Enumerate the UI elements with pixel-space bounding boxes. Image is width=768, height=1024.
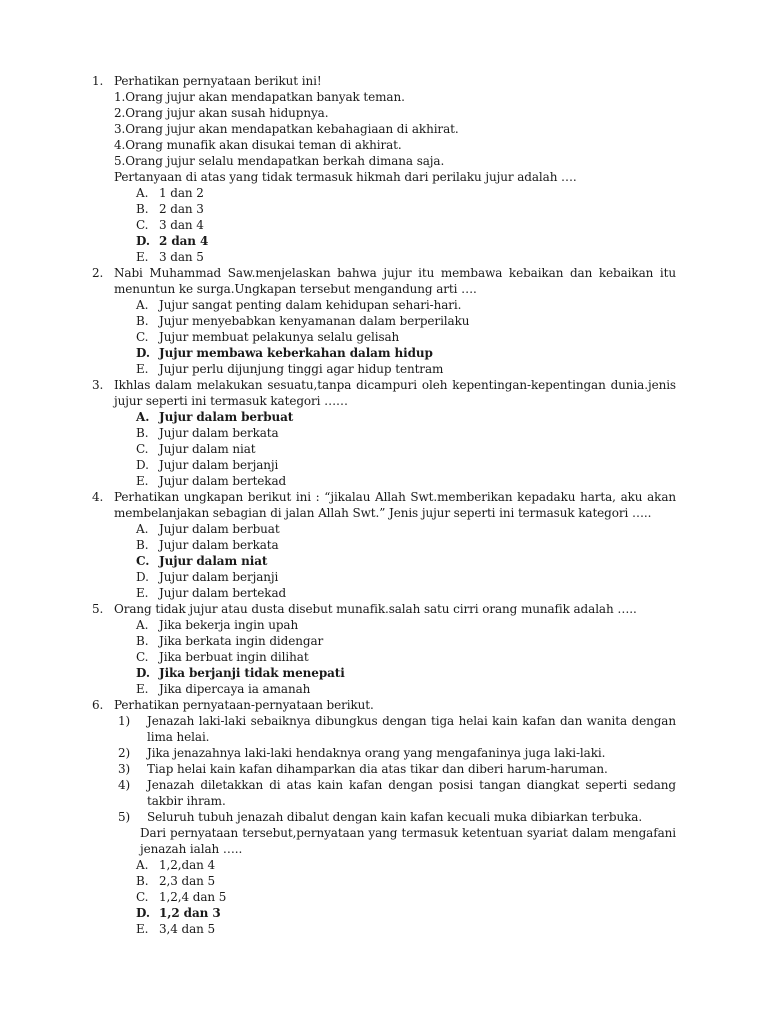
option-letter: C.: [136, 890, 149, 904]
option-text: 2,3 dan 5: [159, 874, 216, 888]
answer-option-a: [136, 617, 676, 633]
answer-option-d: [136, 457, 676, 473]
question-number: 1.: [92, 74, 104, 88]
statement-item: [114, 777, 676, 809]
option-letter: B.: [136, 874, 149, 888]
question-follow-up: Pertanyaan di atas yang tidak termasuk hikmah dari perilaku jujur adalah ….: [114, 170, 577, 184]
statement-item: [114, 809, 676, 825]
option-letter: B.: [136, 634, 149, 648]
question-number: 2.: [92, 266, 104, 280]
answer-options: [114, 297, 676, 377]
question-prompt: Ikhlas dalam melakukan sesuatu,tanpa dicampuri oleh kepentingan-kepentingan dunia.jenis jujur seperti ini termasuk kategori ……: [114, 378, 676, 408]
answer-options: [114, 185, 676, 265]
answer-option-b: [136, 633, 676, 649]
option-letter: E.: [136, 682, 149, 696]
option-text: Jujur dalam berbuat: [159, 410, 294, 424]
answer-option-a: [136, 297, 676, 313]
answer-option-c: [136, 441, 676, 457]
option-text: 3 dan 5: [159, 250, 204, 264]
option-letter: E.: [136, 362, 149, 376]
option-letter: E.: [136, 474, 149, 488]
question-prompt: Perhatikan ungkapan berikut ini : “jikalau Allah Swt.memberikan kepadaku harta, aku akan membelanjakan sebagian di jalan Allah Swt.” Jenis jujur seperti ini termasuk kategori …..: [114, 490, 676, 520]
question-number: 3.: [92, 378, 104, 392]
option-letter: E.: [136, 586, 149, 600]
answer-option-d: [136, 905, 676, 921]
question-number: 6.: [92, 698, 104, 712]
statement-number: 1): [118, 714, 131, 728]
statement-text: Tiap helai kain kafan dihamparkan dia atas tikar dan diberi harum-haruman.: [147, 762, 608, 776]
statement-item: [114, 745, 676, 761]
question-prompt: Perhatikan pernyataan berikut ini!: [114, 74, 322, 88]
option-letter: A.: [136, 522, 149, 536]
option-letter: C.: [136, 218, 149, 232]
option-letter: B.: [136, 314, 149, 328]
answer-option-d: [136, 569, 676, 585]
answer-option-a: [136, 857, 676, 873]
option-letter: C.: [136, 330, 149, 344]
answer-option-e: [136, 921, 676, 937]
option-letter: A.: [136, 618, 149, 632]
question-number: 5.: [92, 602, 104, 616]
option-letter: A.: [136, 858, 149, 872]
answer-option-b: [136, 873, 676, 889]
statement-item: [114, 761, 676, 777]
option-letter: D.: [136, 458, 149, 472]
statement-text: Jika jenazahnya laki-laki hendaknya orang yang mengafaninya juga laki-laki.: [147, 746, 606, 760]
answer-option-c: [136, 553, 676, 569]
answer-option-c: [136, 889, 676, 905]
option-text: Jujur dalam berjanji: [159, 458, 279, 472]
answer-option-b: [136, 425, 676, 441]
option-text: Jika bekerja ingin upah: [159, 618, 299, 632]
option-letter: A.: [136, 186, 149, 200]
option-text: Jujur membuat pelakunya selalu gelisah: [159, 330, 400, 344]
question-prompt: Nabi Muhammad Saw.menjelaskan bahwa jujur itu membawa kebaikan dan kebaikan itu menuntun ke surga.Ungkapan tersebut mengandung arti ….: [114, 266, 676, 296]
option-letter: B.: [136, 538, 149, 552]
question-prompt: Perhatikan pernyataan-pernyataan berikut.: [114, 698, 374, 712]
option-text: Jujur dalam bertekad: [159, 474, 287, 488]
statement-number: 5): [118, 810, 131, 824]
question-4: [92, 489, 676, 601]
question-3: [92, 377, 676, 489]
answer-option-a: [136, 521, 676, 537]
option-letter: E.: [136, 922, 149, 936]
quiz-document: [92, 73, 676, 937]
option-letter: A.: [136, 298, 149, 312]
answer-options: [114, 409, 676, 489]
answer-option-b: [136, 201, 676, 217]
option-text: 1,2,dan 4: [159, 858, 216, 872]
option-text: Jujur dalam berkata: [159, 426, 279, 440]
answer-option-c: [136, 649, 676, 665]
option-text: Jika berbuat ingin dilihat: [159, 650, 309, 664]
option-letter: C.: [136, 650, 149, 664]
statement-line: 2.Orang jujur akan susah hidupnya.: [114, 106, 329, 120]
statement-line: 5.Orang jujur selalu mendapatkan berkah dimana saja.: [114, 154, 445, 168]
question-2: [92, 265, 676, 377]
answer-option-e: [136, 681, 676, 697]
option-letter: D.: [136, 570, 149, 584]
answer-option-e: [136, 473, 676, 489]
answer-option-d: [136, 345, 676, 361]
answer-options: [114, 617, 676, 697]
option-letter: B.: [136, 426, 149, 440]
option-letter: A.: [136, 410, 150, 424]
option-text: Jujur perlu dijunjung tinggi agar hidup tentram: [159, 362, 444, 376]
option-text: Jujur dalam berbuat: [159, 522, 280, 536]
question-6: [92, 697, 676, 937]
option-letter: D.: [136, 666, 150, 680]
statement-text: Jenazah diletakkan di atas kain kafan dengan posisi tangan diangkat seperti sedang takbir ihram.: [147, 778, 676, 808]
statement-text: Jenazah laki-laki sebaiknya dibungkus dengan tiga helai kain kafan dan wanita dengan lima helai.: [147, 714, 676, 744]
answer-option-a: [136, 409, 676, 425]
question-1: [92, 73, 676, 265]
question-prompt: Orang tidak jujur atau dusta disebut munafik.salah satu cirri orang munafik adalah …..: [114, 602, 637, 616]
statement-text: Seluruh tubuh jenazah dibalut dengan kain kafan kecuali muka dibiarkan terbuka.: [147, 810, 643, 824]
option-text: 1,2 dan 3: [159, 906, 221, 920]
option-letter: C.: [136, 442, 149, 456]
option-text: Jujur dalam berjanji: [159, 570, 279, 584]
option-letter: D.: [136, 906, 150, 920]
statement-number: 2): [118, 746, 131, 760]
answer-option-e: [136, 361, 676, 377]
option-letter: E.: [136, 250, 149, 264]
answer-option-a: [136, 185, 676, 201]
option-text: Jujur dalam bertekad: [159, 586, 287, 600]
option-letter: D.: [136, 234, 150, 248]
option-text: 3,4 dan 5: [159, 922, 216, 936]
statement-line: 3.Orang jujur akan mendapatkan kebahagiaan di akhirat.: [114, 122, 459, 136]
option-letter: B.: [136, 202, 149, 216]
option-text: Jika berkata ingin didengar: [159, 634, 324, 648]
answer-option-b: [136, 313, 676, 329]
answer-option-c: [136, 217, 676, 233]
option-text: Jujur dalam berkata: [159, 538, 279, 552]
option-text: Jika berjanji tidak menepati: [159, 666, 345, 680]
answer-options: [114, 857, 676, 937]
answer-option-b: [136, 537, 676, 553]
option-text: 3 dan 4: [159, 218, 204, 232]
answer-option-e: [136, 585, 676, 601]
answer-option-d: [136, 665, 676, 681]
statement-line: 4.Orang munafik akan disukai teman di akhirat.: [114, 138, 402, 152]
statement-item: [114, 713, 676, 745]
answer-option-d: [136, 233, 676, 249]
option-text: 1 dan 2: [159, 186, 204, 200]
option-text: 2 dan 4: [159, 234, 209, 248]
question-follow-up: Dari pernyataan tersebut,pernyataan yang termasuk ketentuan syariat dalam mengafani jenazah ialah …..: [140, 826, 676, 856]
option-text: Jujur sangat penting dalam kehidupan sehari-hari.: [159, 298, 462, 312]
option-text: Jujur dalam niat: [159, 554, 268, 568]
option-text: 1,2,4 dan 5: [159, 890, 227, 904]
option-letter: C.: [136, 554, 150, 568]
question-number: 4.: [92, 490, 104, 504]
option-text: Jujur menyebabkan kenyamanan dalam berperilaku: [159, 314, 470, 328]
answer-option-e: [136, 249, 676, 265]
option-text: Jika dipercaya ia amanah: [159, 682, 311, 696]
statement-line: 1.Orang jujur akan mendapatkan banyak teman.: [114, 90, 405, 104]
answer-options: [114, 521, 676, 601]
option-letter: D.: [136, 346, 150, 360]
option-text: Jujur membawa keberkahan dalam hidup: [159, 346, 433, 360]
statement-number: 4): [118, 778, 131, 792]
option-text: Jujur dalam niat: [159, 442, 256, 456]
statement-number: 3): [118, 762, 131, 776]
answer-option-c: [136, 329, 676, 345]
option-text: 2 dan 3: [159, 202, 204, 216]
question-5: [92, 601, 676, 697]
